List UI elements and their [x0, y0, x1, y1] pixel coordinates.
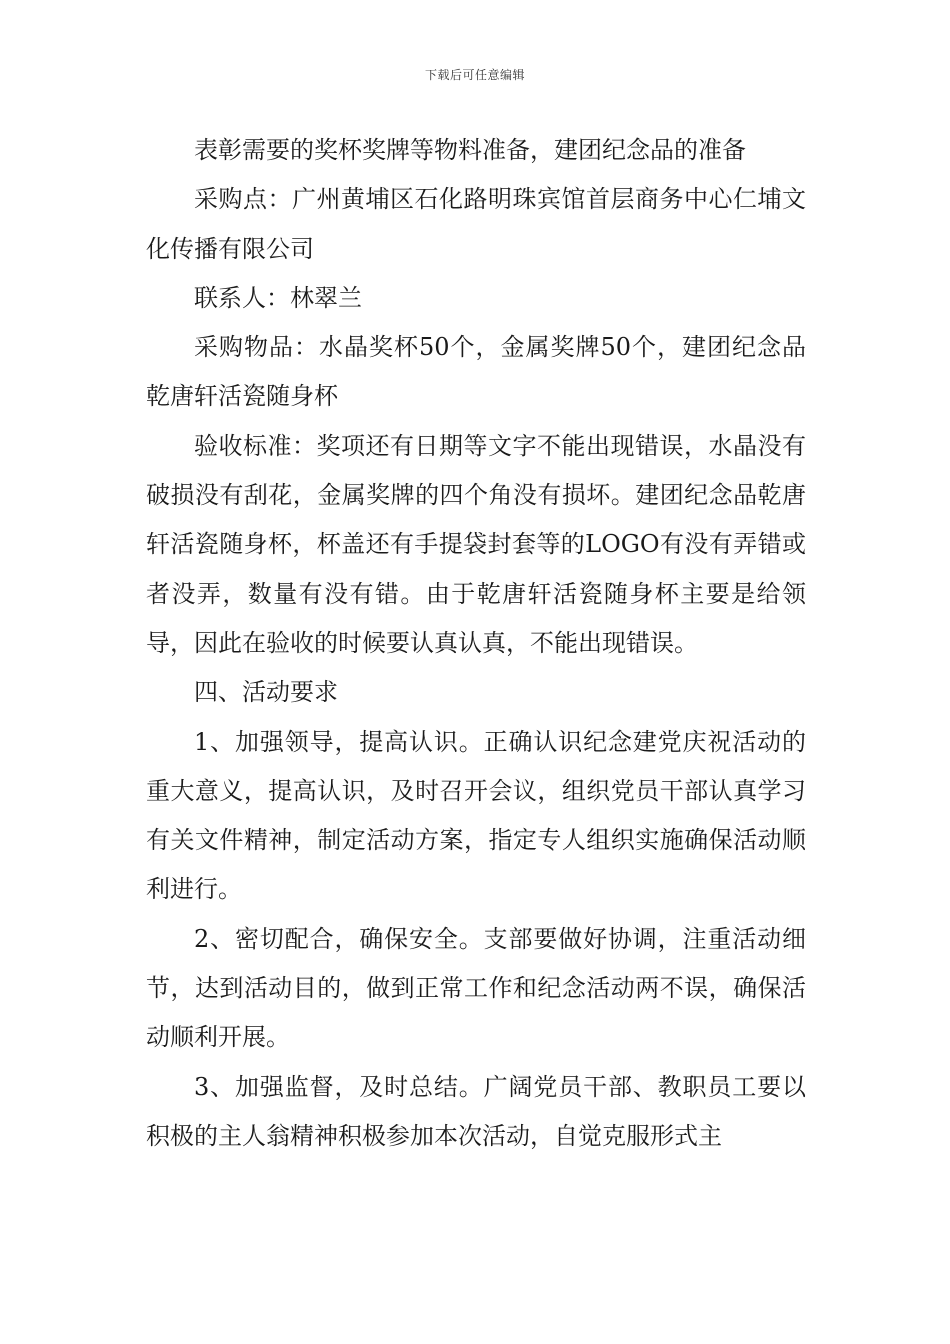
paragraph-requirement-1: 1、加强领导，提高认识。正确认识纪念建党庆祝活动的重大意义，提高认识，及时召开会议，组织党员干部认真学习有关文件精神，制定活动方案，指定专人组织实施确保活动顺利进行。 — [146, 727, 806, 904]
paragraph-acceptance-standard: 验收标准：奖项还有日期等文字不能出现错误，水晶没有破损没有刮花，金属奖牌的四个角没有损坏。建团纪念品乾唐轩活瓷随身杯，杯盖还有手提袋封套等的LOGO有没有弄错或者没弄，数量有没有错。由于乾唐轩活瓷随身杯主要是给领导，因此在验收的时候要认真认真，不能出现错误。 — [146, 431, 806, 657]
paragraph-requirement-3: 3、加强监督，及时总结。广阔党员干部、教职员工要以积极的主人翁精神积极参加本次活动，自觉克服形式主 — [146, 1072, 806, 1150]
paragraph-contact: 联系人：林翠兰 — [194, 283, 362, 312]
page-header-note: 下载后可任意编辑 — [424, 68, 525, 82]
paragraph-materials: 表彰需要的奖杯奖牌等物料准备，建团纪念品的准备 — [194, 136, 746, 164]
section-heading-requirements: 四、活动要求 — [194, 678, 338, 707]
paragraph-purchase-location: 采购点：广州黄埔区石化路明珠宾馆首层商务中心仁埔文化传播有限公司 — [146, 185, 806, 263]
paragraph-purchase-items: 采购物品：水晶奖杯50个，金属奖牌50个，建团纪念品乾唐轩活瓷随身杯 — [146, 333, 806, 411]
paragraph-requirement-2: 2、密切配合，确保安全。支部要做好协调，注重活动细节，达到活动目的，做到正常工作和纪念活动两不误，确保活动顺利开展。 — [146, 924, 806, 1052]
document-body — [146, 126, 806, 1161]
